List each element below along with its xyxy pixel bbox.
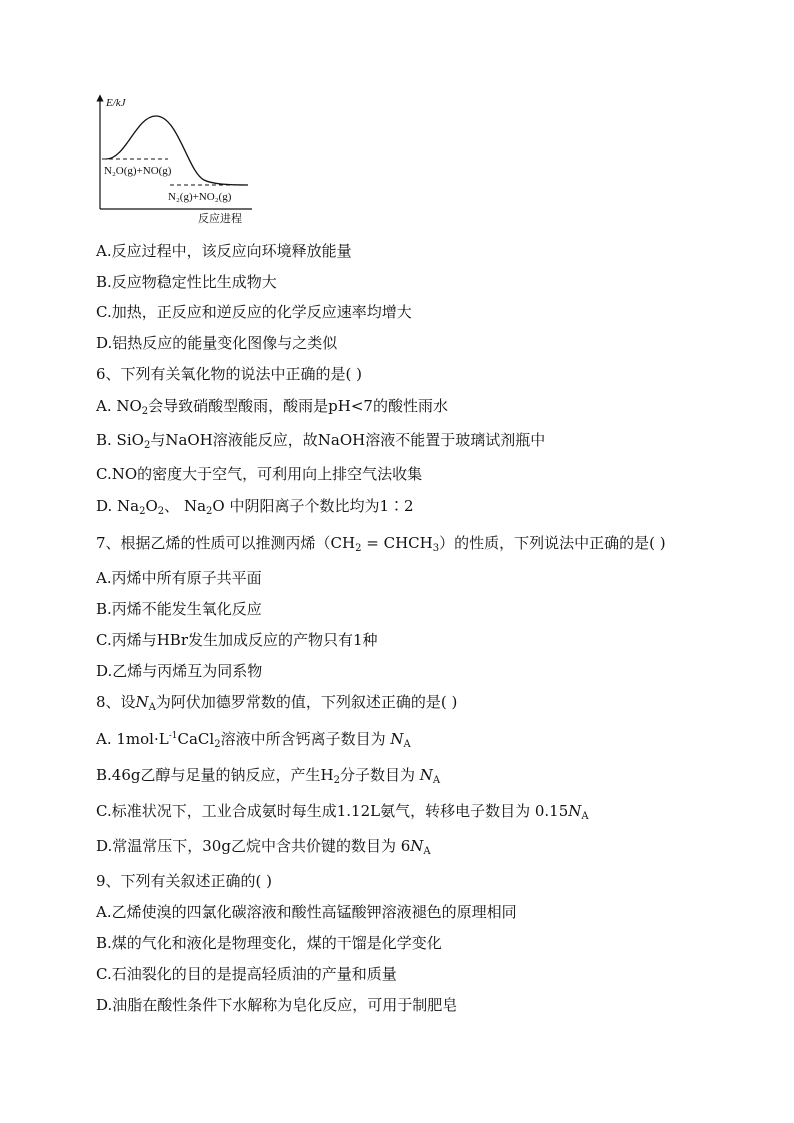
q8-stem: [96, 692, 457, 712]
y-axis-label: E/kJ: [106, 97, 126, 109]
q8-d-pre: D.常温常压下，30g乙烷中含共价键的数目为 6: [96, 837, 411, 855]
q8-c-na: N: [568, 802, 582, 820]
q7-option-b: B.丙烯不能发生氧化反应: [96, 600, 262, 618]
q8-option-b: [96, 765, 440, 785]
q6-b-prefix: B. SiO: [96, 431, 144, 449]
q8-na-sub: A: [148, 702, 156, 713]
products-label: N₂(g)+NO₂(g): [168, 191, 232, 203]
q7-option-d: D.乙烯与丙烯互为同系物: [96, 662, 263, 680]
q8-c-pre: C.标准状况下，工业合成氨时每生成1.12L氨气，转移电子数目为 0.15: [96, 802, 569, 820]
q8-d-na-sub: A: [423, 846, 431, 857]
q8-a-mid: CaCl: [177, 730, 215, 748]
q8-a-pre: A. 1mol·L: [96, 730, 169, 748]
q6-d-part2: O: [145, 497, 158, 515]
q8-b-sub: 2: [333, 775, 340, 786]
q6-d-sub3: 2: [206, 506, 213, 517]
q6-d-part4: O 中阴阳离子个数比均为1∶2: [212, 497, 414, 515]
q7-stem-pre: 7、根据乙烯的性质可以推测丙烯（CH: [96, 534, 356, 552]
q7-option-a: A.丙烯中所有原子共平面: [96, 569, 262, 587]
q6-option-b: [96, 430, 545, 450]
q5-option-b: B.反应物稳定性比生成物大: [96, 273, 277, 291]
q7-option-c: C.丙烯与HBr发生加成反应的产物只有1种: [96, 631, 378, 649]
q8-b-na: N: [419, 766, 433, 784]
q8-option-a: [96, 729, 411, 749]
q8-d-na: N: [410, 837, 424, 855]
q8-stem-pre: 8、设: [96, 693, 136, 711]
q8-b-na-sub: A: [432, 775, 441, 786]
q7-stem-sub2: 3: [432, 543, 440, 554]
q6-stem: 6、下列有关氧化物的说法中正确的是( ): [96, 365, 363, 383]
q6-a-text: 会导致硝酸型酸雨，酸雨是pH<7的酸性雨水: [148, 397, 448, 415]
energy-diagram: [92, 92, 262, 227]
q8-a-post: 溶液中所含钙离子数目为: [220, 730, 386, 748]
q9-option-b: B.煤的气化和液化是物理变化，煤的干馏是化学变化: [96, 934, 442, 952]
q8-c-na-sub: A: [581, 811, 589, 822]
q5-option-d: D.铝热反应的能量变化图像与之类似: [96, 334, 338, 352]
q7-stem-mid: = CHCH: [361, 534, 433, 552]
q7-stem-sub1: 2: [355, 543, 362, 554]
q8-b-pre: B.46g乙醇与足量的钠反应，产生H: [96, 766, 334, 784]
q9-stem: 9、下列有关叙述正确的( ): [96, 872, 273, 890]
q6-b-sub: 2: [143, 440, 151, 451]
q9-option-d: D.油脂在酸性条件下水解称为皂化反应，可用于制肥皂: [96, 996, 458, 1014]
q6-b-text: 与NaOH溶液能反应，故NaOH溶液不能置于玻璃试剂瓶中: [150, 431, 546, 449]
q7-stem: [96, 533, 666, 553]
q8-stem-post: 为阿伏加德罗常数的值，下列叙述正确的是( ): [155, 693, 458, 711]
q7-stem-post: ）的性质，下列说法中正确的是( ): [439, 534, 666, 552]
q8-na-symbol: N: [135, 693, 149, 711]
q8-b-post: 分子数目为: [339, 766, 415, 784]
x-axis-label: 反应进程: [198, 213, 242, 225]
q9-option-c: C.石油裂化的目的是提高轻质油的产量和质量: [96, 965, 397, 983]
q6-a-prefix: A. NO: [96, 397, 142, 415]
q6-d-part1: D. Na: [96, 497, 140, 515]
q5-option-c: C.加热，正反应和逆反应的化学反应速率均增大: [96, 303, 412, 321]
q8-a-sub: 2: [214, 739, 221, 750]
q6-option-a: [96, 396, 448, 416]
q6-option-c: C.NO的密度大于空气，可利用向上排空气法收集: [96, 465, 423, 483]
q8-a-na: N: [390, 730, 404, 748]
q6-d-part3: 、 Na: [164, 497, 207, 515]
q6-option-d: [96, 496, 414, 516]
q8-option-c: [96, 801, 589, 821]
q8-a-na-sub: A: [403, 739, 411, 750]
q6-a-sub: 2: [141, 406, 149, 417]
q6-d-sub2: 2: [157, 506, 165, 517]
q5-option-a: A.反应过程中，该反应向环境释放能量: [96, 242, 352, 260]
q8-a-sup: -1: [168, 731, 178, 741]
q9-option-a: A.乙烯使溴的四氯化碳溶液和酸性高锰酸钾溶液褪色的原理相同: [96, 903, 517, 921]
reactants-label: N₂O(g)+NO(g): [104, 165, 172, 177]
q6-d-sub1: 2: [139, 506, 146, 517]
q8-option-d: [96, 836, 431, 856]
